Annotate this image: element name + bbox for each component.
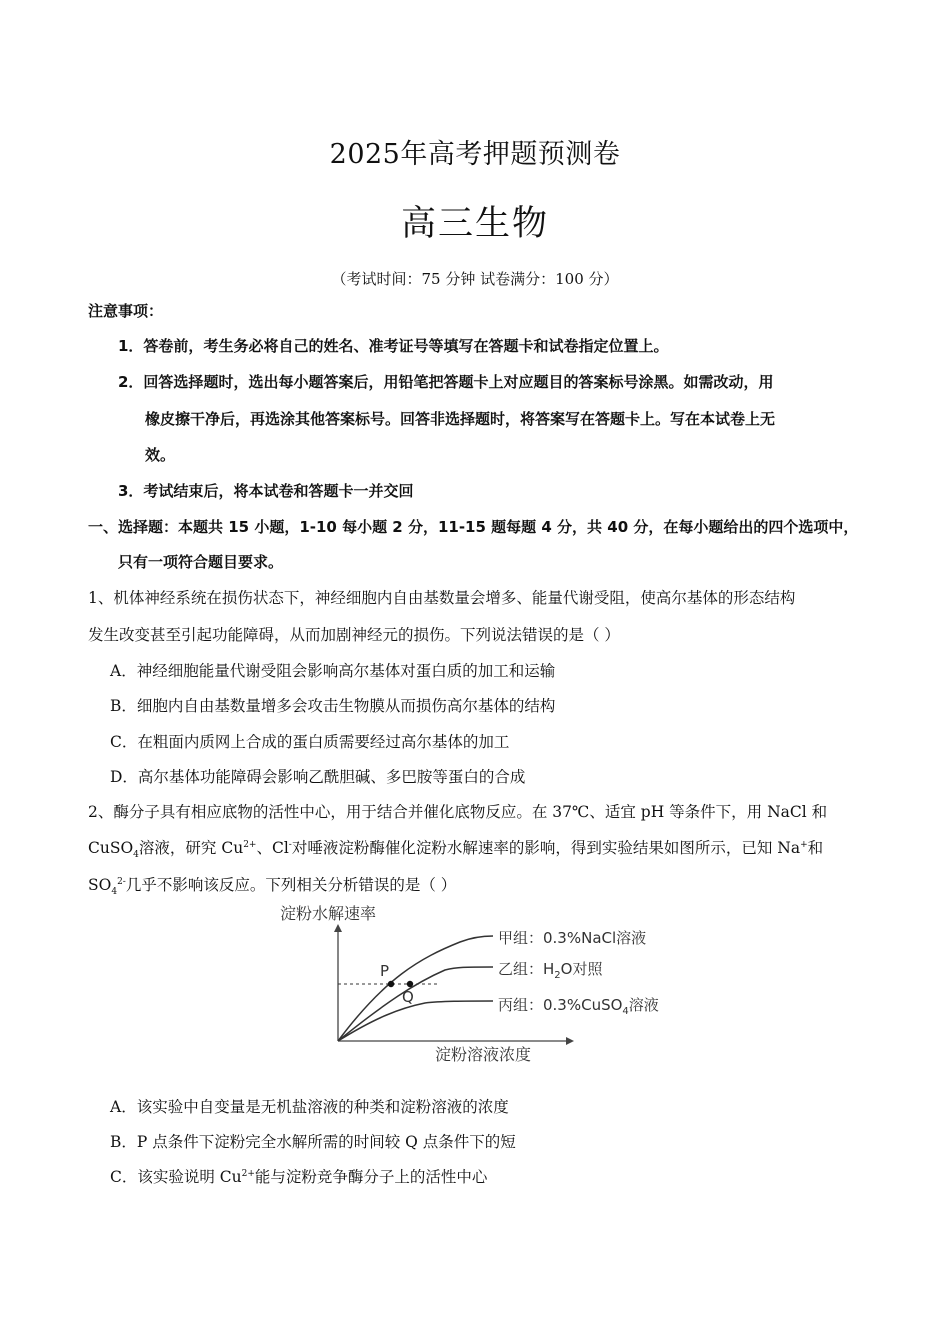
point-q-label: Q bbox=[402, 988, 414, 1006]
point-p-marker bbox=[388, 981, 394, 987]
legend-yi: 乙组：$H_2O$对照 bbox=[498, 960, 603, 981]
q1-option-b: B．细胞内自由基数量增多会攻击生物膜从而损伤高尔基体的结构 bbox=[110, 697, 556, 715]
notice-item-2-end: 效。 bbox=[145, 446, 176, 464]
q2-option-a: A．该实验中自变量是无机盐溶液的种类和淀粉溶液的浓度 bbox=[110, 1098, 509, 1116]
notice-item-2: 2．回答选择题时，选出每小题答案后，用铅笔把答题卡上对应题目的答案标号涂黑。如需改动，用 bbox=[118, 373, 774, 391]
q1-stem-2: 发生改变甚至引起功能障碍，从而加剧神经元的损伤。下列说法错误的是（ ） bbox=[88, 626, 620, 644]
subject-title: 高三生物 bbox=[400, 204, 549, 244]
figure-x-axis-label: 淀粉溶液浓度 bbox=[435, 1045, 532, 1064]
q1-option-a: A．神经细胞能量代谢受阻会影响高尔基体对蛋白质的加工和运输 bbox=[110, 662, 556, 680]
curve-jia bbox=[338, 936, 493, 1041]
q2-stem-1: 2、酶分子具有相应底物的活性中心，用于结合并催化底物反应。在 37℃、适宜 pH 等条件下，用 NaCl 和 bbox=[88, 803, 828, 821]
legend-bing: 丙组：0.3%CuSO$_4$溶液 bbox=[498, 996, 659, 1017]
notice-item-2-cont: 橡皮擦干净后，再选涂其他答案标号。回答非选择题时，将答案写在答题卡上。写在本试卷上无 bbox=[145, 410, 776, 428]
exam-info: （考试时间：75 分钟 试卷满分：100 分） bbox=[331, 270, 619, 288]
rate-curve-figure bbox=[275, 898, 695, 1073]
section-heading: 一、选择题：本题共 15 小题，1-10 每小题 2 分，11-15 题每题 4 分，共 40 分，在每小题给出的四个选项中， bbox=[88, 518, 859, 536]
point-q-marker bbox=[407, 981, 413, 987]
figure-y-axis-label: 淀粉水解速率 bbox=[280, 904, 377, 923]
q2-option-b: B．P 点条件下淀粉完全水解所需的时间较 Q 点条件下的短 bbox=[110, 1133, 516, 1151]
q2-option-c: C．该实验说明 $Cu^{2+}$能与淀粉竞争酶分子上的活性中心 bbox=[110, 1168, 488, 1186]
legend-jia: 甲组：0.3%NaCl溶液 bbox=[498, 929, 647, 947]
curve-yi bbox=[338, 967, 493, 1041]
q1-option-c: C．在粗面内质网上合成的蛋白质需要经过高尔基体的加工 bbox=[110, 733, 510, 751]
section-heading-cont: 只有一项符合题目要求。 bbox=[118, 553, 284, 571]
notice-heading: 注意事项： bbox=[88, 302, 164, 320]
exam-title: 2025年高考押题预测卷 bbox=[329, 139, 621, 170]
q1-stem-1: 1、机体神经系统在损伤状态下，神经细胞内自由基数量会增多、能量代谢受阻，使高尔基体的形态结构 bbox=[88, 589, 796, 607]
notice-item-1: 1．答卷前，考生务必将自己的姓名、准考证号等填写在答题卡和试卷指定位置上。 bbox=[118, 337, 669, 355]
curve-bing bbox=[338, 1001, 493, 1041]
x-axis-arrow-icon bbox=[566, 1037, 574, 1045]
y-axis-arrow-icon bbox=[334, 924, 342, 932]
q2-stem-2: CuSO$_4$溶液，研究 $Cu^{2+}$、Cl-对唾液淀粉酶催化淀粉水解速率的影响，得到实验结果如图所示，已知 Na+和 bbox=[88, 839, 824, 861]
q2-stem-3: $SO_4^{2-}$几乎不影响该反应。下列相关分析错误的是（ ） bbox=[88, 876, 457, 898]
point-p-label: P bbox=[380, 962, 390, 980]
notice-item-3: 3．考试结束后，将本试卷和答题卡一并交回 bbox=[118, 482, 414, 500]
q1-option-d: D．高尔基体功能障碍会影响乙酰胆碱、多巴胺等蛋白的合成 bbox=[110, 768, 526, 786]
